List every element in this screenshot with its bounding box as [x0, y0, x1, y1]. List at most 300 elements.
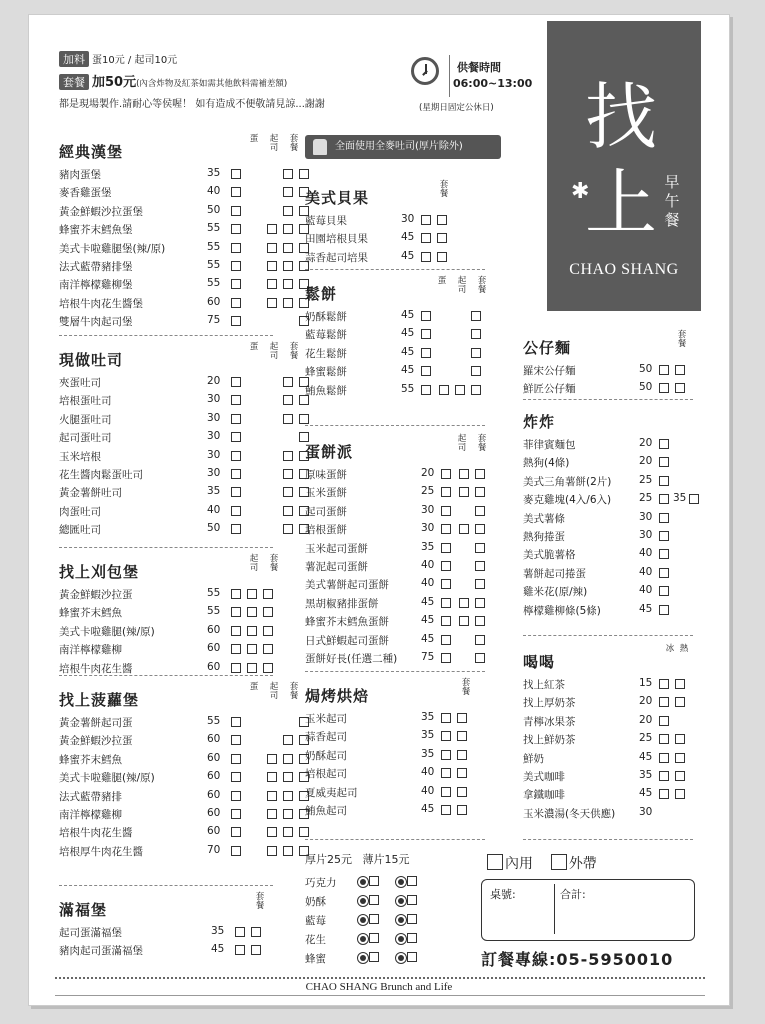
banner-text: 全面使用全麥吐司(厚片除外) [335, 141, 463, 152]
order-checkbox[interactable] [457, 750, 467, 760]
order-checkbox[interactable] [457, 787, 467, 797]
order-checkbox[interactable] [475, 579, 485, 589]
order-checkbox[interactable] [675, 753, 685, 763]
item-price: 60 [207, 807, 221, 819]
order-checkbox[interactable] [231, 279, 241, 289]
order-checkbox[interactable] [251, 945, 261, 955]
order-checkbox[interactable] [441, 750, 451, 760]
order-checkbox[interactable] [231, 316, 241, 326]
order-checkbox[interactable] [283, 827, 293, 837]
radio-dot-icon[interactable] [395, 952, 407, 964]
item-name: 花生鬆餅 [305, 347, 347, 360]
menu-item [59, 923, 273, 941]
order-checkbox[interactable] [231, 644, 241, 654]
order-checkbox[interactable] [267, 298, 277, 308]
order-checkbox[interactable] [283, 279, 293, 289]
menu-item [305, 764, 495, 782]
order-checkbox[interactable] [675, 771, 685, 781]
order-checkbox[interactable] [283, 169, 293, 179]
item-price: 20 [639, 437, 653, 449]
order-checkbox[interactable] [231, 261, 241, 271]
order-checkbox[interactable] [441, 635, 451, 645]
item-price: 25 [639, 492, 653, 505]
order-checkbox[interactable] [659, 586, 669, 596]
order-checkbox[interactable] [231, 206, 241, 216]
item-name: 蛋餅好長(任選二種) [305, 653, 398, 665]
order-checkbox[interactable] [475, 487, 485, 497]
item-price: 35 [421, 747, 435, 760]
order-checkbox[interactable] [689, 494, 699, 504]
order-checkbox[interactable] [457, 731, 467, 741]
order-checkbox[interactable] [369, 933, 379, 943]
order-checkbox[interactable] [659, 494, 669, 504]
order-checkbox[interactable] [247, 589, 257, 599]
item-price: 30 [207, 393, 221, 406]
order-checkbox[interactable] [421, 215, 431, 225]
order-checkbox[interactable] [659, 716, 669, 726]
order-checkbox[interactable] [475, 506, 485, 516]
order-checkbox[interactable] [441, 524, 451, 534]
order-checkbox[interactable] [455, 385, 465, 395]
order-checkbox[interactable] [283, 187, 293, 197]
order-checkbox[interactable] [283, 469, 293, 479]
order-checkbox[interactable] [659, 439, 669, 449]
item-price: 55 [401, 382, 415, 395]
order-checkbox[interactable] [283, 791, 293, 801]
order-checkbox[interactable] [247, 644, 257, 654]
item-price: 35 [421, 711, 435, 723]
notice-line: 都是現場製作.請耐心等侯喔！ 如有造成不便敬請見諒...謝謝 [59, 99, 325, 110]
order-checkbox[interactable] [421, 366, 431, 376]
item-price: 55 [207, 715, 221, 727]
section-title: 公仔麵 [523, 339, 572, 357]
order-checkbox[interactable] [369, 914, 379, 924]
item-price: 55 [207, 587, 221, 599]
item-name: 找上紅茶 [523, 679, 565, 691]
menu-item [59, 275, 273, 293]
order-checkbox[interactable] [283, 524, 293, 534]
order-checkbox[interactable] [263, 607, 273, 617]
order-checkbox[interactable] [659, 789, 669, 799]
item-price: 45 [421, 614, 435, 627]
order-checkbox[interactable] [231, 827, 241, 837]
order-checkbox[interactable] [267, 827, 277, 837]
item-price: 40 [639, 565, 653, 578]
order-checkbox[interactable] [659, 771, 669, 781]
order-checkbox[interactable] [231, 469, 241, 479]
radio-dot-icon[interactable] [357, 952, 369, 964]
order-checkbox[interactable] [659, 753, 669, 763]
order-checkbox[interactable] [675, 365, 685, 375]
order-checkbox[interactable] [457, 805, 467, 815]
order-checkbox[interactable] [471, 348, 481, 358]
item-name: 美式卡啦雞腿堡(辣/原) [59, 242, 166, 255]
combo-note: (內含炸物及紅茶如需其他飲料需補差額) [136, 79, 288, 89]
order-checkbox[interactable] [475, 635, 485, 645]
menu-item [59, 294, 273, 312]
radio-dot-icon[interactable] [395, 914, 407, 926]
order-checkbox[interactable] [421, 348, 431, 358]
order-checkbox[interactable] [471, 311, 481, 321]
radio-dot-icon[interactable] [357, 895, 369, 907]
order-checkbox[interactable] [441, 713, 451, 723]
order-checkbox[interactable] [471, 385, 481, 395]
order-checkbox[interactable] [231, 298, 241, 308]
order-checkbox[interactable] [439, 385, 449, 395]
menu-item [305, 575, 495, 593]
order-checkbox[interactable] [659, 568, 669, 578]
item-name: 蜂蜜芥末鱈魚堡 [59, 224, 133, 237]
order-checkbox[interactable] [267, 754, 277, 764]
order-checkbox[interactable] [263, 589, 273, 599]
order-checkbox[interactable] [407, 876, 417, 886]
logo-char-2: 上 [585, 161, 658, 245]
item-name: 鮮奶 [523, 752, 544, 765]
order-checkbox[interactable] [235, 927, 245, 937]
logo [547, 21, 701, 311]
order-checkbox[interactable] [441, 469, 451, 479]
menu-item [59, 622, 273, 640]
menu-item [305, 307, 495, 325]
order-checkbox[interactable] [231, 772, 241, 782]
order-checkbox[interactable] [247, 663, 257, 673]
order-checkbox[interactable] [441, 487, 451, 497]
item-name: 美式三角薯餅(2片) [523, 475, 612, 488]
order-checkbox[interactable] [659, 476, 669, 486]
item-name: 拿鐵咖啡 [523, 789, 565, 802]
item-name: 起司蛋滿福堡 [59, 927, 122, 939]
order-checkbox[interactable] [459, 524, 469, 534]
thick-toast-item [305, 911, 475, 929]
order-checkbox[interactable] [283, 395, 293, 405]
order-checkbox[interactable] [283, 846, 293, 856]
order-checkbox[interactable] [369, 876, 379, 886]
order-checkbox[interactable] [659, 531, 669, 541]
item-price: 30 [639, 510, 653, 523]
item-price: 45 [421, 632, 435, 645]
order-checkbox[interactable] [421, 252, 431, 262]
footer-dots [55, 977, 705, 979]
order-checkbox[interactable] [441, 616, 451, 626]
order-checkbox[interactable] [457, 713, 467, 723]
dashed-divider [59, 547, 273, 548]
order-checkbox[interactable] [267, 279, 277, 289]
order-checkbox[interactable] [263, 626, 273, 636]
menu-item [59, 239, 273, 257]
item-name: 奶酥鬆餅 [305, 311, 347, 323]
order-checkbox[interactable] [675, 679, 685, 689]
item-name: 培根蛋吐司 [59, 395, 112, 408]
item-price: 20 [639, 455, 653, 468]
order-checkbox[interactable] [299, 414, 309, 424]
item-price: 45 [401, 364, 415, 377]
item-name: 玉米起司蛋餅 [305, 542, 368, 555]
order-checkbox[interactable] [475, 616, 485, 626]
order-checkbox[interactable] [441, 787, 451, 797]
order-checkbox[interactable] [675, 383, 685, 393]
menu-item [59, 659, 273, 677]
order-checkbox[interactable] [421, 311, 431, 321]
menu-item [59, 428, 273, 446]
item-name: 藍莓貝果 [305, 215, 347, 227]
item-name: 花生 [305, 934, 326, 946]
radio-dot-icon[interactable] [357, 914, 369, 926]
menu-item [305, 502, 495, 520]
menu-item [523, 767, 693, 785]
section-title: 鬆餅 [305, 285, 338, 303]
item-price: 45 [401, 309, 415, 321]
item-price: 35 [421, 729, 435, 742]
order-checkbox[interactable] [247, 626, 257, 636]
order-checkbox[interactable] [231, 735, 241, 745]
order-checkbox[interactable] [231, 524, 241, 534]
order-checkbox[interactable] [231, 432, 241, 442]
order-checkbox[interactable] [267, 261, 277, 271]
order-checkbox[interactable] [267, 846, 277, 856]
order-checkbox[interactable] [231, 487, 241, 497]
column-header: 冰 [665, 644, 675, 654]
order-checkbox[interactable] [235, 945, 245, 955]
order-checkbox[interactable] [283, 487, 293, 497]
item-name: 培根牛肉花生醬堡 [59, 297, 143, 310]
extra-text: 蛋10元 / 起司10元 [92, 55, 178, 66]
item-price: 30 [207, 430, 221, 443]
order-checkbox[interactable] [407, 952, 417, 962]
order-checkbox[interactable] [283, 809, 293, 819]
item-price: 60 [207, 660, 221, 673]
order-checkbox[interactable] [471, 329, 481, 339]
order-checkbox[interactable] [407, 933, 417, 943]
item-price: 45 [421, 803, 435, 815]
menu-item [305, 709, 495, 727]
item-name: 黃金鮮蝦沙拉蛋 [59, 735, 133, 748]
menu-item [523, 693, 693, 711]
footer-rule [55, 995, 705, 996]
order-checkbox[interactable] [267, 224, 277, 234]
column-header: 套餐 [289, 342, 299, 361]
order-checkbox[interactable] [231, 187, 241, 197]
radio-dot-icon[interactable] [357, 876, 369, 888]
order-checkbox[interactable] [675, 789, 685, 799]
order-checkbox[interactable] [369, 952, 379, 962]
order-checkbox[interactable] [231, 377, 241, 387]
order-checkbox[interactable] [231, 169, 241, 179]
order-checkbox[interactable] [437, 215, 447, 225]
order-checkbox[interactable] [263, 644, 273, 654]
item-price: 55 [207, 222, 221, 235]
order-checkbox[interactable] [231, 717, 241, 727]
item-price: 30 [639, 529, 653, 541]
order-checkbox[interactable] [421, 385, 431, 395]
order-checkbox[interactable] [231, 663, 241, 673]
order-checkbox[interactable] [299, 169, 309, 179]
order-checkbox[interactable] [283, 414, 293, 424]
radio-dot-icon[interactable] [395, 895, 407, 907]
order-checkbox[interactable] [457, 768, 467, 778]
order-checkbox[interactable] [283, 451, 293, 461]
column-header: 起司 [457, 434, 467, 453]
menu-item [59, 787, 273, 805]
order-checkbox[interactable] [675, 734, 685, 744]
hours-note: (星期日固定公休日) [419, 103, 494, 113]
item-name: 雞米花(原/辣) [523, 586, 588, 599]
order-checkbox[interactable] [231, 506, 241, 516]
order-checkbox[interactable] [441, 506, 451, 516]
order-checkbox[interactable] [441, 561, 451, 571]
order-checkbox[interactable] [267, 791, 277, 801]
order-checkbox[interactable] [441, 598, 451, 608]
order-checkbox[interactable] [441, 653, 451, 663]
order-checkbox[interactable] [407, 895, 417, 905]
order-checkbox[interactable] [283, 206, 293, 216]
order-checkbox[interactable] [475, 561, 485, 571]
total-label: 合計: [560, 888, 586, 901]
order-checkbox[interactable] [659, 383, 669, 393]
order-checkbox[interactable] [437, 233, 447, 243]
menu-item [305, 229, 495, 247]
order-checkbox[interactable] [231, 754, 241, 764]
order-checkbox[interactable] [475, 598, 485, 608]
item-name: 美式薯條 [523, 512, 565, 525]
menu-item [59, 257, 273, 275]
order-checkbox[interactable] [283, 735, 293, 745]
item-price: 60 [207, 642, 221, 655]
order-checkbox[interactable] [283, 298, 293, 308]
item-price: 50 [207, 522, 221, 535]
item-name: 藍莓鬆餅 [305, 329, 347, 342]
takeout-checkbox[interactable] [551, 854, 567, 870]
order-checkbox[interactable] [475, 524, 485, 534]
order-checkbox[interactable] [459, 469, 469, 479]
order-checkbox[interactable] [675, 697, 685, 707]
dashed-divider [523, 839, 693, 840]
service-hours [411, 55, 531, 117]
order-checkbox[interactable] [441, 805, 451, 815]
column-header: 套餐 [677, 330, 687, 349]
order-checkbox[interactable] [659, 734, 669, 744]
order-checkbox[interactable] [441, 579, 451, 589]
column-header: 套餐 [439, 180, 449, 199]
order-checkbox[interactable] [283, 754, 293, 764]
order-checkbox[interactable] [283, 377, 293, 387]
item-name: 找上鮮奶茶 [523, 734, 576, 747]
order-checkbox[interactable] [231, 791, 241, 801]
order-checkbox[interactable] [283, 224, 293, 234]
order-checkbox[interactable] [475, 469, 485, 479]
thick-toast-header [305, 851, 410, 867]
item-name: 南洋檸檬雞柳 [59, 809, 122, 821]
order-checkbox[interactable] [231, 395, 241, 405]
item-price: 55 [207, 277, 221, 290]
menu-item [523, 564, 693, 582]
combo-tag: 套餐 [59, 74, 89, 90]
order-checkbox[interactable] [267, 243, 277, 253]
menu-item [305, 727, 495, 745]
order-checkbox[interactable] [441, 731, 451, 741]
item-price: 30 [207, 411, 221, 424]
dine-in-checkbox[interactable] [487, 854, 503, 870]
order-checkbox[interactable] [659, 549, 669, 559]
item-price: 30 [207, 448, 221, 461]
item-name: 起司蛋吐司 [59, 432, 112, 445]
section-title: 經典漢堡 [59, 143, 124, 161]
order-checkbox[interactable] [231, 589, 241, 599]
order-checkbox[interactable] [475, 543, 485, 553]
order-checkbox[interactable] [659, 605, 669, 615]
order-checkbox[interactable] [659, 457, 669, 467]
menu-item [59, 410, 273, 428]
item-name: 黃金鮮蝦沙拉蛋堡 [59, 205, 143, 218]
item-price: 20 [639, 695, 653, 708]
item-price: 45 [639, 787, 653, 800]
order-checkbox[interactable] [231, 243, 241, 253]
menu-item [59, 603, 273, 621]
order-checkbox[interactable] [283, 772, 293, 782]
order-checkbox[interactable] [267, 772, 277, 782]
item-price: 60 [207, 295, 221, 308]
order-checkbox[interactable] [231, 414, 241, 424]
toast-icon [313, 139, 327, 155]
column-header: 起司 [457, 276, 467, 295]
order-checkbox[interactable] [231, 607, 241, 617]
order-checkbox[interactable] [263, 663, 273, 673]
order-checkbox[interactable] [459, 616, 469, 626]
order-checkbox[interactable] [283, 261, 293, 271]
order-checkbox[interactable] [659, 697, 669, 707]
hours-title: 供餐時間 [457, 61, 501, 74]
menu-item [59, 312, 273, 330]
menu-item [59, 823, 273, 841]
order-checkbox[interactable] [441, 543, 451, 553]
order-checkbox[interactable] [407, 914, 417, 924]
order-checkbox[interactable] [369, 895, 379, 905]
order-checkbox[interactable] [421, 233, 431, 243]
order-checkbox[interactable] [459, 487, 469, 497]
order-checkbox[interactable] [247, 607, 257, 617]
column-header: 起司 [269, 342, 279, 361]
radio-dot-icon[interactable] [357, 933, 369, 945]
order-checkbox[interactable] [251, 927, 261, 937]
order-checkbox[interactable] [267, 809, 277, 819]
menu-item [523, 675, 693, 693]
order-checkbox[interactable] [421, 329, 431, 339]
order-checkbox[interactable] [659, 513, 669, 523]
order-checkbox[interactable] [231, 224, 241, 234]
order-checkbox[interactable] [471, 366, 481, 376]
item-price: 45 [401, 327, 415, 340]
order-checkbox[interactable] [231, 451, 241, 461]
item-name: 培根厚牛肉花生醬 [59, 845, 143, 858]
order-checkbox[interactable] [437, 252, 447, 262]
order-checkbox[interactable] [659, 679, 669, 689]
radio-dot-icon[interactable] [395, 933, 407, 945]
item-price: 60 [207, 733, 221, 746]
item-name: 豬肉蛋堡 [59, 169, 101, 181]
order-checkbox[interactable] [231, 846, 241, 856]
order-checkbox[interactable] [441, 768, 451, 778]
order-checkbox[interactable] [231, 626, 241, 636]
radio-dot-icon[interactable] [395, 876, 407, 888]
order-checkbox[interactable] [283, 243, 293, 253]
order-checkbox[interactable] [283, 506, 293, 516]
item-name: 美式咖啡 [523, 771, 565, 783]
order-checkbox[interactable] [459, 598, 469, 608]
order-checkbox[interactable] [475, 653, 485, 663]
order-checkbox[interactable] [231, 809, 241, 819]
order-checkbox[interactable] [659, 365, 669, 375]
order-checkbox[interactable] [299, 827, 309, 837]
item-name: 藍莓 [305, 915, 326, 927]
